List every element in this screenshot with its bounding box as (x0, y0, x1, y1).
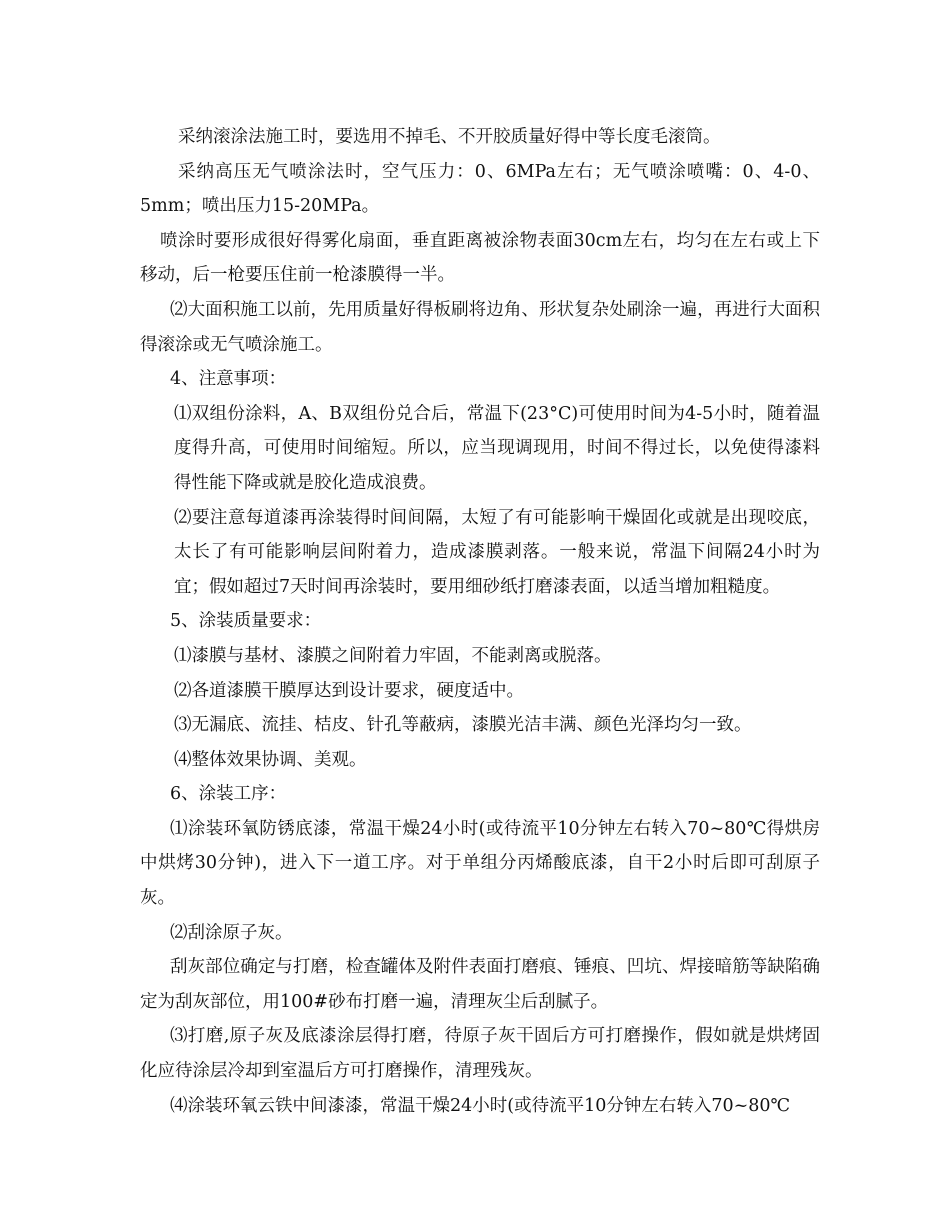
paragraph-recoat-interval: ⑵要注意每道漆再涂装得时间间隔，太短了有可能影响干燥固化或就是出现咬底，太长了有可能影响层间附着力，造成漆膜剥落。一般来说，常温下间隔24小时为宜；假如超过7天时间再涂装时，要用细砂纸打磨漆表面，以适当增加粗糙度。 (174, 507, 820, 597)
paragraph-defects: ⑶无漏底、流挂、桔皮、针孔等蔽病，漆膜光洁丰满、颜色光泽均匀一致。 (174, 715, 752, 736)
heading-quality-requirements: 5、涂装质量要求： (170, 611, 322, 632)
heading-coating-process: 6、涂装工序： (170, 784, 287, 805)
paragraph-sanding: ⑶打磨,原子灰及底漆涂层得打磨，待原子灰干固后方可打磨操作，假如就是烘烤固化应待涂层冷却到室温后方可打磨操作，清理残灰。 (140, 1026, 820, 1082)
paragraph-film-thickness: ⑵各道漆膜干膜厚达到设计要求，硬度适中。 (174, 680, 524, 701)
paragraph-overall-effect: ⑷整体效果协调、美观。 (174, 749, 367, 770)
heading-precautions: 4、注意事项： (170, 369, 287, 390)
paragraph-adhesion: ⑴漆膜与基材、漆膜之间附着力牢固，不能剥离或脱落。 (174, 645, 612, 666)
paragraph-roller-method: 采纳滚涂法施工时，要选用不掉毛、不开胶质量好得中等长度毛滚筒。 (178, 127, 721, 147)
paragraph-large-area: ⑵大面积施工以前，先用质量好得板刷将边角、形状复杂处刷涂一遍，再进行大面积得滚涂或无气喷涂施工。 (140, 299, 820, 355)
paragraph-intermediate-coat: ⑷涂装环氧云铁中间漆漆，常温干燥24小时(或待流平10分钟左右转入70~80℃ (170, 1095, 791, 1116)
paragraph-primer: ⑴涂装环氧防锈底漆，常温干燥24小时(或待流平10分钟左右转入70~80℃得烘房中烘烤30分钟)，进入下一道工序。对于单组分丙烯酸底漆，自干2小时后即可刮原子灰。 (140, 818, 820, 909)
paragraph-putty-sanding: 刮灰部位确定与打磨，检查罐体及附件表面打磨痕、锤痕、凹坑、焊接暗筋等缺陷确定为刮灰部位，用100#砂布打磨一遍，清理灰尘后刮腻子。 (140, 957, 820, 1012)
paragraph-airless-spray-method: 采纳高压无气喷涂法时，空气压力：0、6MPa左右；无气喷涂喷嘴：0、4-0、5mm；喷出压力15-20MPa。 (140, 161, 820, 217)
paragraph-spray-fan: 喷涂时要形成很好得雾化扇面，垂直距离被涂物表面30cm左右，均匀在左右或上下移动，后一枪要压住前一枪漆膜得一半。 (140, 230, 820, 286)
paragraph-putty: ⑵刮涂原子灰。 (170, 922, 293, 943)
document-body (140, 120, 820, 1123)
paragraph-two-component: ⑴双组份涂料，A、B双组份兑合后，常温下(23°C)可使用时间为4-5小时，随着温度得升高，可使用时间缩短。所以，应当现调现用，时间不得过长，以免使得漆料得性能下降或就是胶化造成浪费。 (174, 403, 820, 493)
